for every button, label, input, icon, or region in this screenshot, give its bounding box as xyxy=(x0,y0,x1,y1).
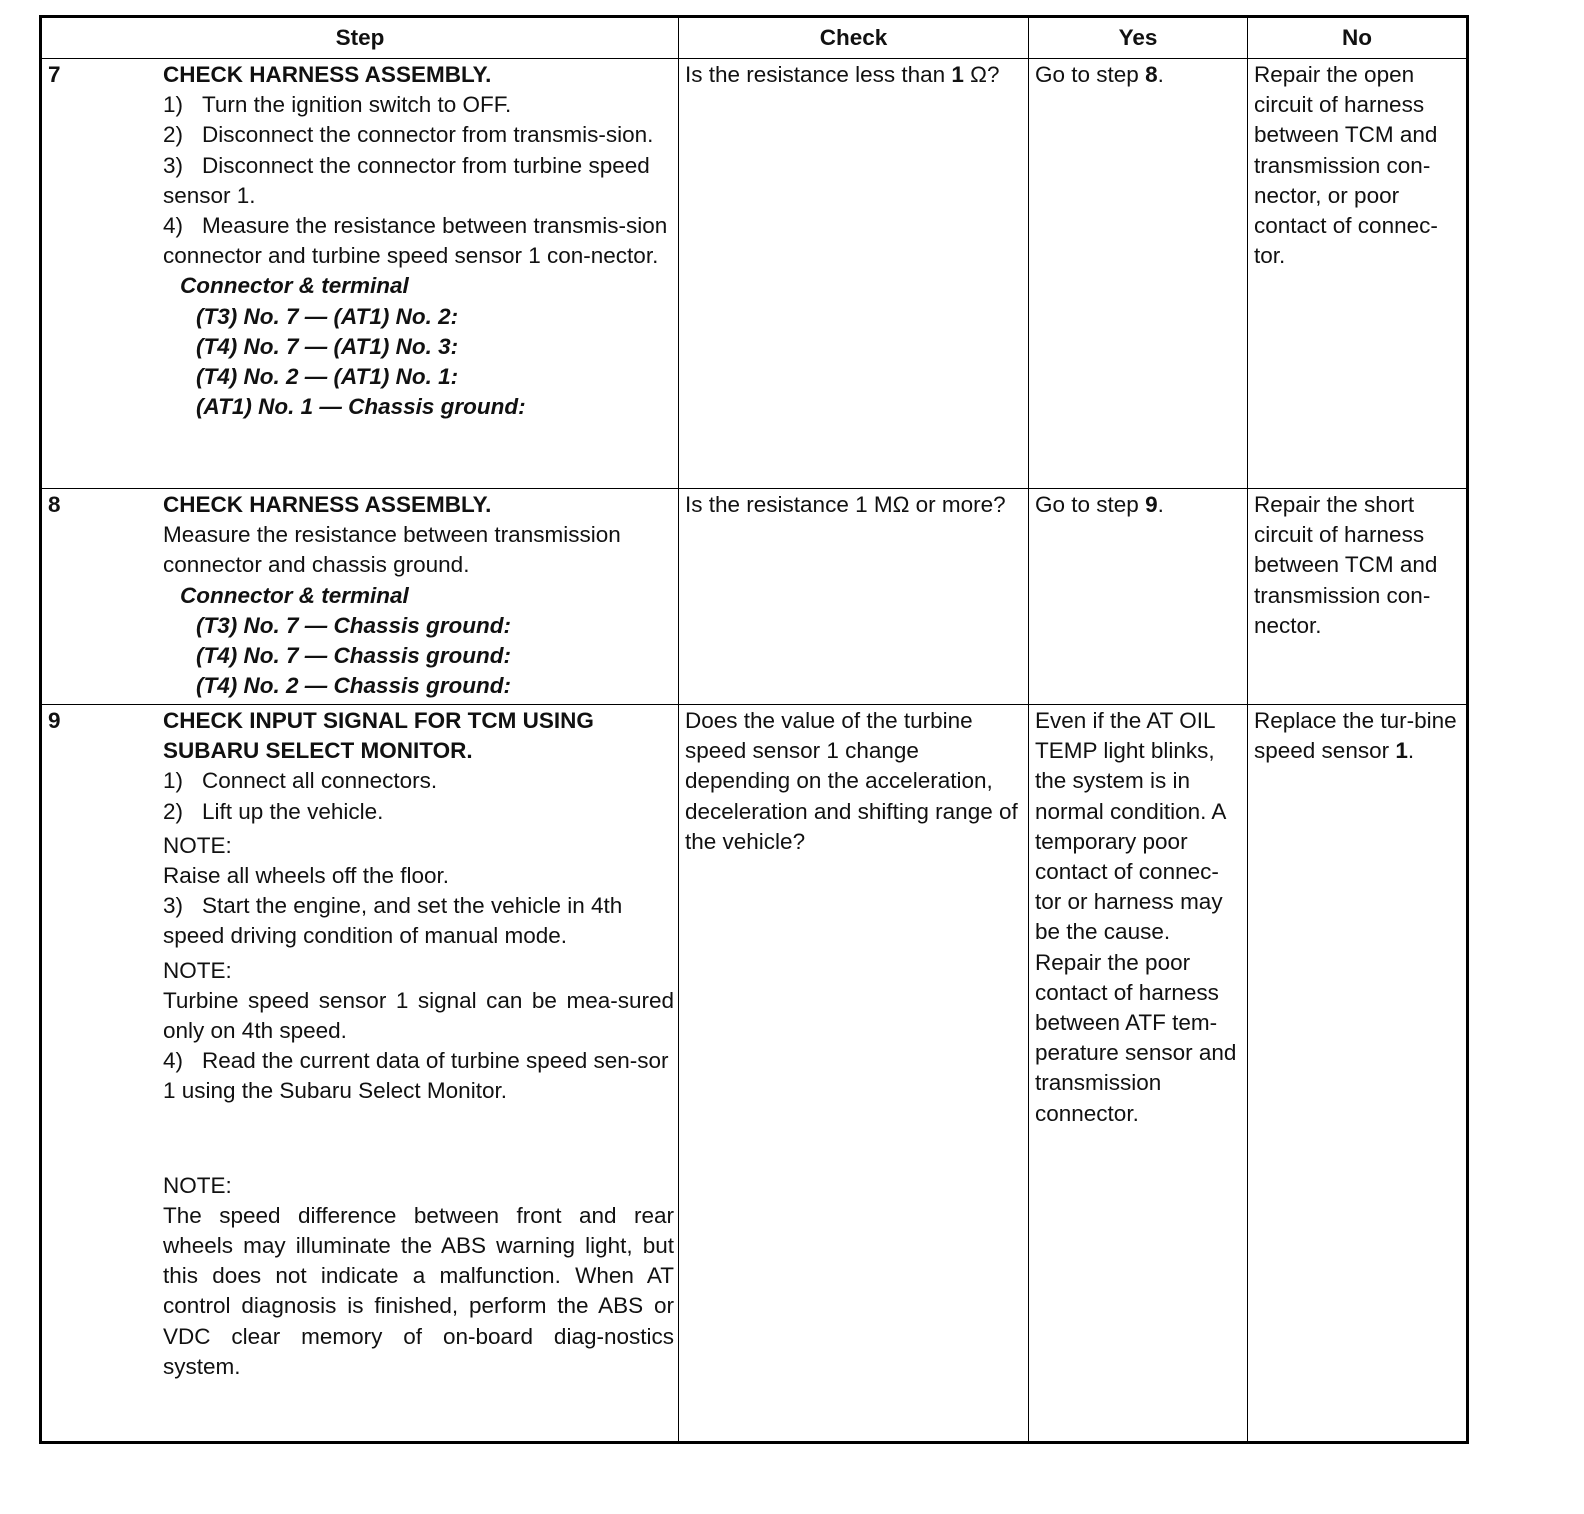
connector-terminal-line: (T3) No. 7 — Chassis ground: xyxy=(196,612,512,638)
header-yes: Yes xyxy=(1029,17,1248,59)
check-cell: Is the resistance less than 1 Ω? xyxy=(679,59,1029,489)
check-cell: Does the value of the turbine speed sensor 1 change depending on the acceleration, deceleration and shifting range of the vehicle? xyxy=(679,705,1029,1443)
note-text: Raise all wheels off the floor. xyxy=(163,863,449,889)
no-cell: Repair the short circuit of harness between TCM and transmission con-nector. xyxy=(1248,489,1468,705)
step-number: 7 xyxy=(48,62,61,87)
connector-terminal-heading: Connector & terminal xyxy=(180,582,409,608)
procedure-item: 3) Start the engine, and set the vehicle in 4th speed driving condition of manual mode. xyxy=(163,893,623,949)
connector-terminal-line: (T4) No. 7 — Chassis ground: xyxy=(196,643,512,669)
step-cell xyxy=(41,59,679,489)
step-cell xyxy=(41,705,679,1443)
note-label: NOTE: xyxy=(163,1172,232,1198)
yes-cell: Go to step 9. xyxy=(1029,489,1248,705)
step-cell xyxy=(41,489,679,705)
connector-terminal-line: (AT1) No. 1 — Chassis ground: xyxy=(196,394,526,420)
note-label: NOTE: xyxy=(163,832,232,858)
yes-cell: Even if the AT OIL TEMP light blinks, the system is in normal condition. A temporary poor contact of connec-tor or harness may be the cause. Repair the poor contact of harness between ATF tem-perature sensor and transmission connector. xyxy=(1029,705,1248,1443)
note-text: Turbine speed sensor 1 signal can be mea-sured only on 4th speed. xyxy=(163,987,674,1044)
procedure-item: 1) Turn the ignition switch to OFF. xyxy=(163,92,512,118)
step-number: 8 xyxy=(48,492,61,517)
no-cell: Repair the open circuit of harness between TCM and transmission con-nector, or poor contact of connec-tor. xyxy=(1248,59,1468,489)
check-cell: Is the resistance 1 MΩ or more? xyxy=(679,489,1029,705)
procedure-item: 3) Disconnect the connector from turbine speed sensor 1. xyxy=(163,152,650,208)
step-title: CHECK HARNESS ASSEMBLY. xyxy=(163,492,492,517)
step-row-8 xyxy=(41,489,1468,705)
procedure-item: 2) Disconnect the connector from transmis-sion. xyxy=(163,122,654,148)
note-text: The speed difference between front and rear wheels may illuminate the ABS warning light, but this does not indicate a malfunction. When AT control diagnosis is finished, perform the ABS or VDC clear memory of on-board diag-nostics system. xyxy=(163,1202,674,1379)
connector-terminal-heading: Connector & terminal xyxy=(180,273,409,299)
step-row-9 xyxy=(41,705,1468,1443)
step-title: CHECK INPUT SIGNAL FOR TCM USING SUBARU SELECT MONITOR. xyxy=(163,708,594,764)
header-no: No xyxy=(1248,17,1468,59)
step-title: CHECK HARNESS ASSEMBLY. xyxy=(163,62,492,87)
connector-terminal-line: (T4) No. 7 — (AT1) No. 3: xyxy=(196,333,459,359)
header-row xyxy=(41,17,1468,59)
step-row-7 xyxy=(41,59,1468,489)
header-check: Check xyxy=(679,17,1029,59)
step-number: 9 xyxy=(48,708,61,733)
connector-terminal-line: (T4) No. 2 — Chassis ground: xyxy=(196,673,512,699)
diagnostic-table xyxy=(39,15,1469,1444)
procedure-item: 4) Read the current data of turbine speed sen-sor 1 using the Subaru Select Monitor. xyxy=(163,1048,669,1104)
procedure-item: 1) Connect all connectors. xyxy=(163,768,438,794)
connector-terminal-line: (T3) No. 7 — (AT1) No. 2: xyxy=(196,303,459,329)
step-description: Measure the resistance between transmission connector and chassis ground. xyxy=(163,522,621,578)
connector-terminal-line: (T4) No. 2 — (AT1) No. 1: xyxy=(196,364,459,390)
yes-cell: Go to step 8. xyxy=(1029,59,1248,489)
note-label: NOTE: xyxy=(163,957,232,983)
header-step: Step xyxy=(41,17,679,59)
no-cell: Replace the tur-bine speed sensor 1. xyxy=(1248,705,1468,1443)
procedure-item: 4) Measure the resistance between transmis-sion connector and turbine speed sensor 1 con-nector. xyxy=(163,213,668,269)
procedure-item: 2) Lift up the vehicle. xyxy=(163,798,384,824)
